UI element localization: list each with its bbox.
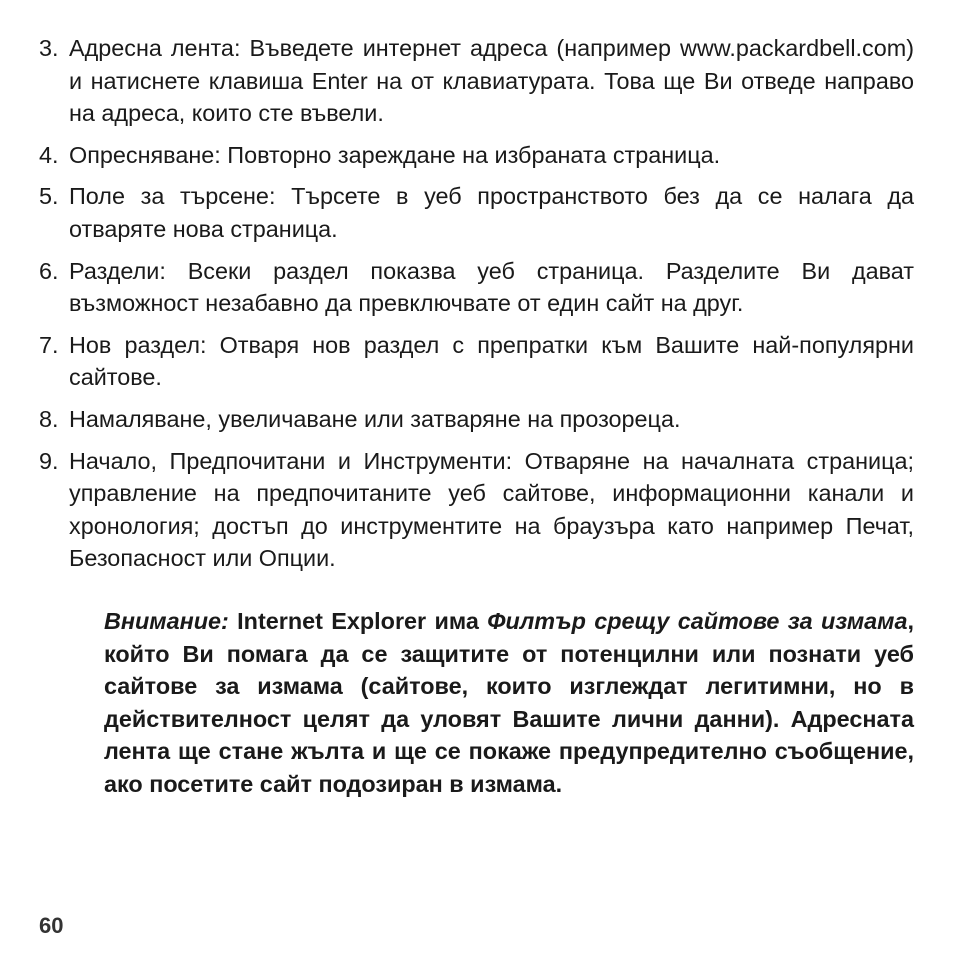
note-label: Внимание:	[104, 608, 229, 634]
warning-note	[104, 605, 914, 801]
list-item-number: 5.	[39, 183, 59, 210]
list-item-number: 9.	[39, 447, 59, 474]
list-item-number: 8.	[39, 405, 59, 432]
list-item-text: Намаляване, увеличаване или затваряне на прозореца.	[69, 405, 681, 432]
list-item	[39, 180, 914, 245]
list-item-text: Нов раздел: Отваря нов раздел с препратки към Вашите най-популярни сайтове.	[69, 331, 914, 391]
list-item-text: Поле за търсене: Търсете в уеб пространството без да се налага да отваряте нова страница.	[69, 183, 914, 242]
list-item	[39, 445, 914, 575]
list-item	[39, 139, 914, 172]
list-item	[39, 255, 914, 320]
list-item-number: 3.	[39, 35, 59, 61]
note-emphasis: Филтър срещу сайтове за измама	[487, 608, 908, 634]
list-item-text: Начало, Предпочитани и Инструменти: Отваряне на началната страница; управление на предпочитаните уеб сайтове, информационни канали и хронология; достъп до инструментите на браузъра като например Печат, Безопасност или Опции.	[69, 447, 914, 572]
list-item-text: Опресняване: Повторно зареждане на избраната страница.	[69, 141, 721, 168]
list-item-number: 7.	[39, 331, 59, 358]
list-item	[39, 329, 914, 394]
page-number: 60	[39, 913, 64, 938]
note-text-part1: Internet Explorer има	[228, 608, 488, 634]
list-item	[39, 403, 914, 436]
list-item-number: 6.	[39, 257, 59, 284]
list-item-text: Адресна лента: Въведете интернет адреса (например www.packardbell.com) и натиснете клавиша Enter на от клавиатурата. Това ще Ви отведе направо на адреса, които сте въвели.	[69, 35, 914, 127]
numbered-list	[39, 32, 914, 584]
note-text-part2: , който Ви помага да се защитите от потенцилни или познати уеб сайтове за измама (сайтове, които изглеждат легитимни, но в действителност целят да уловят Вашите лични данни). Адресната лента ще стане жълта и ще се покаже предупредително съобщение, ако посетите сайт подозиран в измама.	[104, 608, 914, 797]
list-item	[39, 32, 914, 130]
list-item-number: 4.	[39, 141, 59, 168]
list-item-text: Раздели: Всеки раздел показва уеб страница. Разделите Ви дават възможност незабавно да превключвате от един сайт на друг.	[69, 257, 914, 317]
